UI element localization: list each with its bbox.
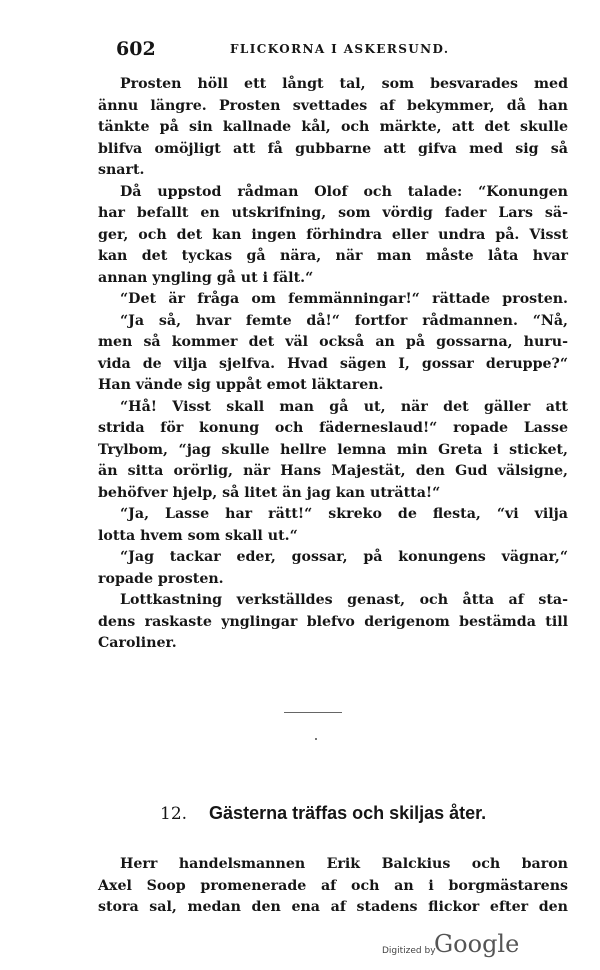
text-line: ännu längre. Prosten svettades af bekymmer, då han <box>98 97 568 114</box>
chapter-opening-text <box>98 854 568 919</box>
text-line: blifva omöjligt att få gubbarne att gifva med sig så <box>98 140 568 157</box>
text-line: “Hå! Visst skall man gå ut, när det gäller att <box>120 398 568 415</box>
text-line: Då uppstod rådman Olof och talade: “Konungen <box>120 183 568 200</box>
chapter-title: Gästerna träffas och skiljas åter. <box>209 803 487 823</box>
text-line: har befallt en utskrifning, som vördig fader Lars sä- <box>98 205 568 221</box>
text-line: ger, och det kan ingen förhindra eller undra på. Visst <box>98 226 568 243</box>
text-line: “Ja, Lasse har rätt!“ skreko de flesta, “vi vilja <box>120 506 568 522</box>
body-text <box>98 74 568 655</box>
digitized-label: Digitized by <box>382 946 436 956</box>
google-logo: Google <box>434 930 520 958</box>
running-title: FLICKORNA I ASKERSUND. <box>230 42 450 56</box>
text-line: annan yngling gå ut i fält.“ <box>98 269 314 286</box>
text-line: Caroliner. <box>98 635 177 651</box>
text-line: lotta hvem som skall ut.“ <box>98 527 298 544</box>
text-line: Trylbom, “jag skulle hellre lemna min Greta i sticket, <box>98 441 568 458</box>
page-header <box>98 38 568 60</box>
text-line: “Ja så, hvar femte då!“ fortfor rådmannen. “Nå, <box>120 312 568 329</box>
text-line: men så kommer det väl också an på gossarna, huru- <box>98 334 568 350</box>
page-number: 602 <box>116 38 156 60</box>
chapter-number: 12. <box>160 804 188 824</box>
text-line: vida de vilja sjelfva. Hvad sägen I, gossar deruppe?“ <box>98 355 568 372</box>
text-line: Han vände sig uppåt emot läktaren. <box>98 377 384 393</box>
section-divider-rule <box>284 712 342 713</box>
text-line: strida för konung och fäderneslaud!“ ropade Lasse <box>98 420 568 436</box>
text-line: Herr handelsmannen Erik Balckius och baron <box>120 856 568 872</box>
text-line: “Jag tackar eder, gossar, på konungens vägnar,“ <box>120 549 568 565</box>
text-line: än sitta orörlig, när Hans Majestät, den Gud välsigne, <box>98 463 568 479</box>
text-line: kan det tyckas gå nära, när man måste låta hvar <box>98 248 568 264</box>
digitized-by-google-watermark <box>382 930 532 962</box>
text-line: “Det är fråga om femmänningar!“ rättade prosten. <box>120 291 568 307</box>
text-line: Axel Soop promenerade af och an i borgmästarens <box>98 877 568 894</box>
text-line: tänkte på sin kallnade kål, och märkte, att det skulle <box>98 119 568 135</box>
text-line: Prosten höll ett långt tal, som besvarades med <box>120 76 568 92</box>
chapter-heading <box>160 803 540 824</box>
text-line: snart. <box>98 162 145 178</box>
text-line: stora sal, medan den ena af stadens flickor efter den <box>98 899 568 915</box>
text-line: dens raskaste ynglingar blefvo derigenom bestämda till <box>98 613 568 630</box>
divider-dot <box>315 738 317 740</box>
text-line: Lottkastning verkställdes genast, och åtta af sta- <box>120 592 568 608</box>
text-line: behöfver hjelp, så litet än jag kan uträtta!“ <box>98 484 441 501</box>
text-line: ropade prosten. <box>98 570 224 587</box>
